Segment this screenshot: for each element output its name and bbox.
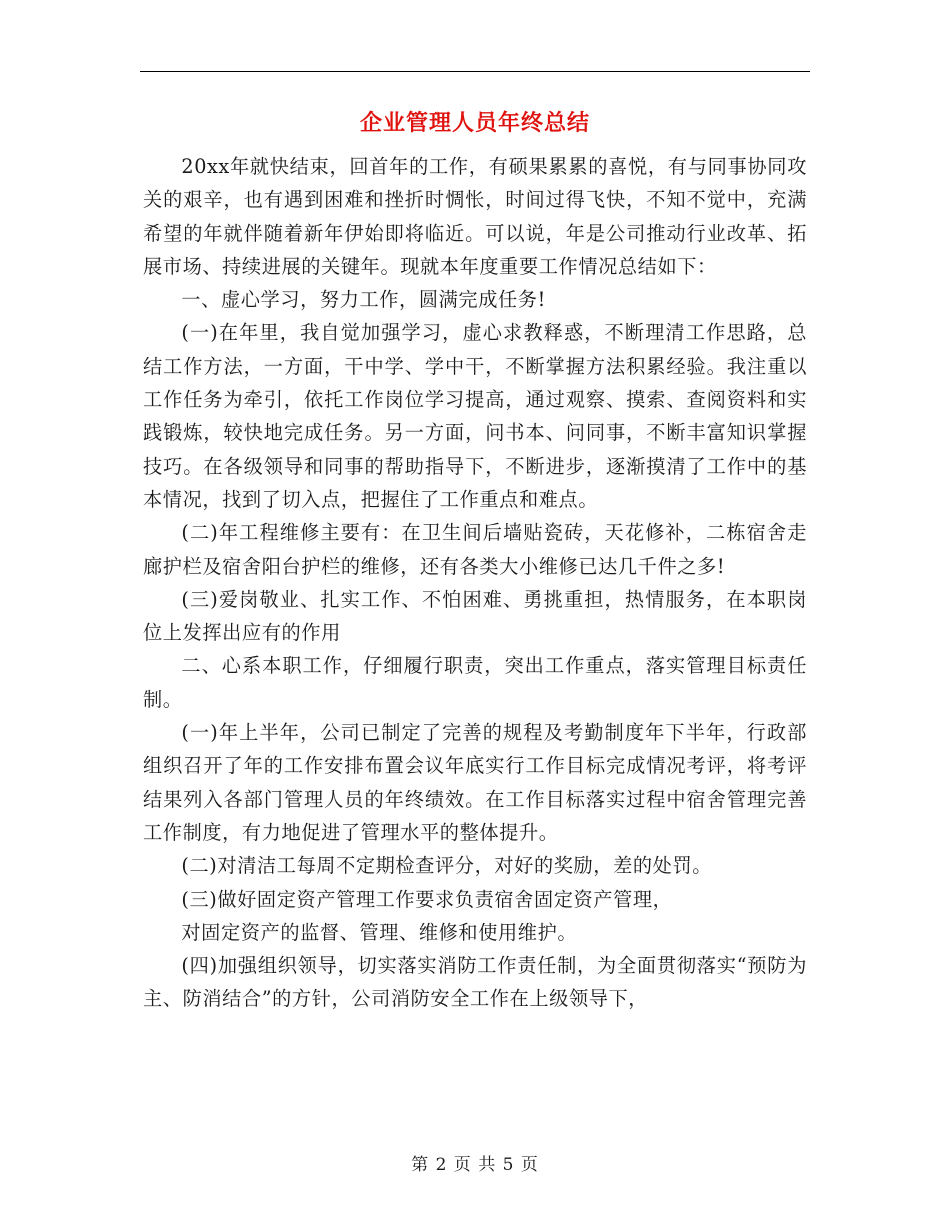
section-heading-1: 一、虚心学习，努力工作，圆满完成任务!	[181, 288, 546, 312]
paragraph-1-3: (三)爱岗敬业、扎实工作、不怕困难、勇挑重担，热情服务，在本职岗位上发挥出应有的作用	[143, 587, 807, 645]
paragraph-2-2: (二)对清洁工每周不定期检查评分，对好的奖励，差的处罚。	[181, 854, 713, 878]
paragraph-1-2: (二)年工程维修主要有：在卫生间后墙贴瓷砖，天花修补，二栋宿舍走廊护栏及宿舍阳台护栏的维修，还有各类大小维修已达几千件之多!	[143, 521, 807, 578]
paragraph-2-3: (三)做好固定资产管理工作要求负责宿舍固定资产管理，	[181, 887, 673, 911]
paragraph-2-4: (四)加强组织领导，切实落实消防工作责任制，为全面贯彻落实“预防为主、防消结合”的方针，公司消防安全工作在上级领导下，	[143, 954, 807, 1011]
paragraph-2-1: (一)年上半年，公司已制定了完善的规程及考勤制度年下半年，行政部组织召开了年的工作安排布置会议年底实行工作目标完成情况考评，将考评结果列入各部门管理人员的年终绩效。在工作目标落实过程中宿舍管理完善工作制度，有力地促进了管理水平的整体提升。	[143, 721, 807, 844]
page-number: 第 2 页 共 5 页	[411, 1155, 539, 1175]
document-body	[143, 150, 807, 1016]
section-heading-2: 二、心系本职工作，仔细履行职责，突出工作重点，落实管理目标责任制。	[143, 654, 807, 711]
header-rule	[140, 71, 810, 72]
paragraph-2-3-continued: 对固定资产的监督、管理、维修和使用维护。	[181, 920, 578, 944]
paragraph-1-1: (一)在年里，我自觉加强学习，虚心求教释惑，不断理清工作思路，总结工作方法，一方面，干中学、学中干，不断掌握方法积累经验。我注重以工作任务为牵引，依托工作岗位学习提高，通过观察、摸索、查阅资料和实践锻炼，较快地完成任务。另一方面，问书本、问同事，不断丰富知识掌握技巧。在各级领导和同事的帮助指导下，不断进步，逐渐摸清了工作中的基本情况，找到了切入点，把握住了工作重点和难点。	[143, 321, 807, 511]
document-title: 企业管理人员年终总结	[359, 111, 590, 136]
paragraph-intro: 20xx年就快结束，回首年的工作，有硕果累累的喜悦，有与同事协同攻关的艰辛，也有遇到困难和挫折时惆怅，时间过得飞快，不知不觉中，充满希望的年就伴随着新年伊始即将临近。可以说，年是公司推动行业改革、拓展市场、持续进展的关键年。现就本年度重要工作情况总结如下：	[143, 155, 807, 278]
